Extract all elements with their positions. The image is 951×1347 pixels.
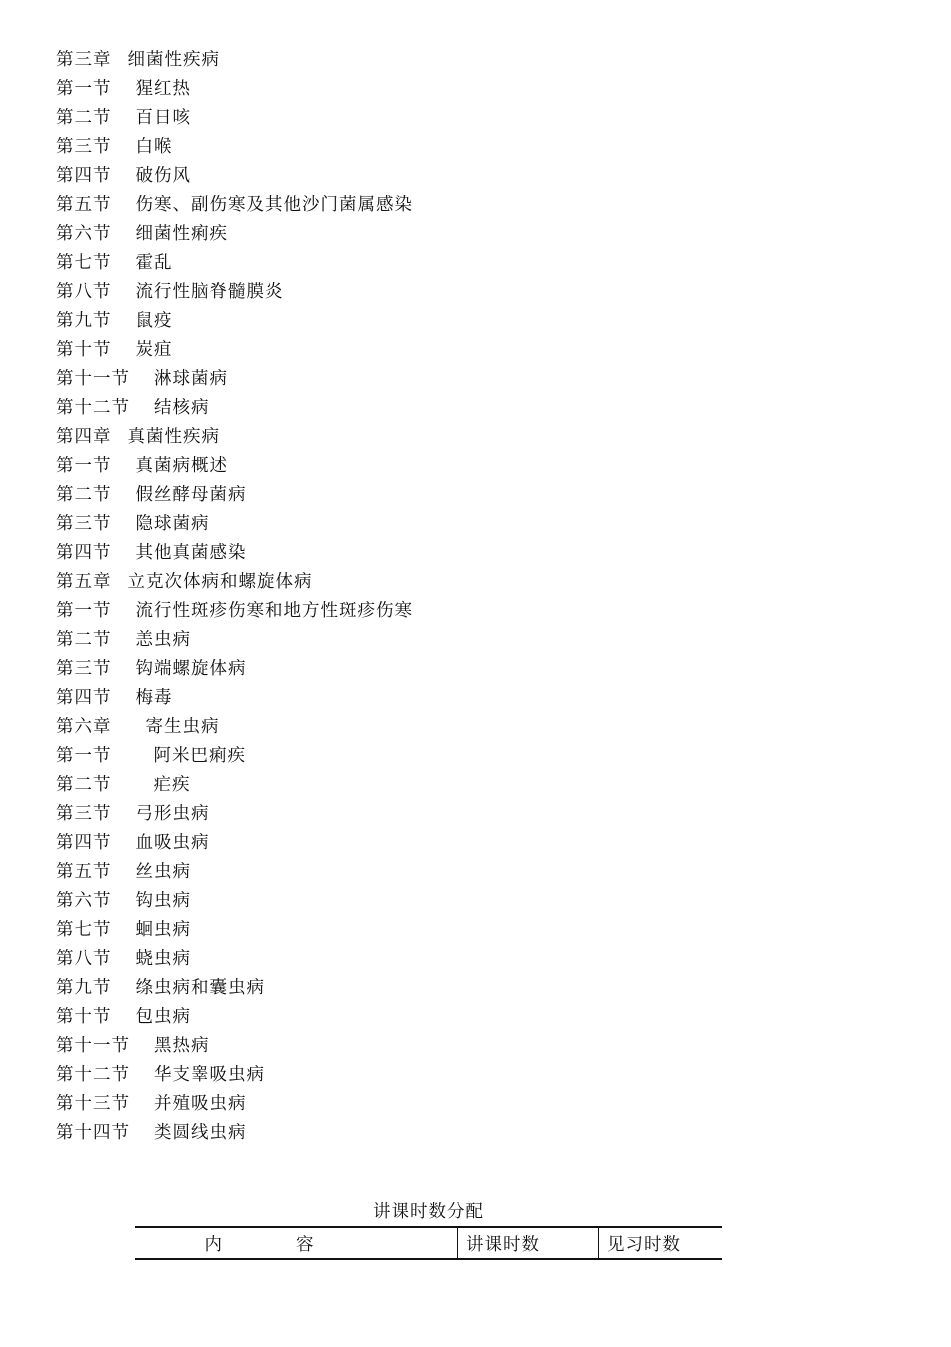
section-item [56,452,413,481]
item-number: 第二节 [56,630,112,650]
item-title: 流行性脑脊髓膜炎 [135,282,284,302]
item-title: 绦虫病和囊虫病 [135,978,265,998]
section-item [56,1119,413,1148]
item-title: 真菌病概述 [135,456,228,476]
table-header-row [135,1227,722,1259]
item-number: 第一节 [56,601,112,621]
item-number: 第五节 [56,195,112,215]
item-number: 第十二节 [56,1065,130,1085]
section-item [56,858,413,887]
section-item [56,133,413,162]
item-number: 第四节 [56,833,112,853]
section-item [56,684,413,713]
item-title: 鼠疫 [135,311,173,331]
item-number: 第十二节 [56,398,130,418]
section-item [56,191,413,220]
item-number: 第十四节 [56,1123,130,1143]
item-number: 第十三节 [56,1094,130,1114]
section-item [56,336,413,365]
item-title: 并殖吸虫病 [154,1094,247,1114]
item-title: 淋球菌病 [154,369,228,389]
item-title: 钩虫病 [135,891,191,911]
item-number: 第六章 [56,717,112,737]
item-title: 立克次体病和螺旋体病 [127,572,313,592]
item-title: 细菌性痢疾 [135,224,228,244]
item-number: 第三节 [56,137,112,157]
item-title: 结核病 [154,398,210,418]
section-item [56,771,413,800]
item-number: 第二节 [56,775,112,795]
section-item [56,742,413,771]
item-number: 第十一节 [56,1036,130,1056]
hours-allocation-table [135,1226,722,1260]
section-item [56,1090,413,1119]
item-number: 第十节 [56,1007,112,1027]
syllabus-outline [56,46,413,1148]
item-title: 百日咳 [135,108,191,128]
item-title: 蛲虫病 [135,949,191,969]
section-item [56,597,413,626]
section-item [56,1003,413,1032]
header-lecture-hours: 讲课时数 [458,1227,599,1259]
section-item [56,278,413,307]
section-item [56,510,413,539]
section-item [56,481,413,510]
item-number: 第一节 [56,746,112,766]
section-item [56,539,413,568]
item-title: 炭疽 [135,340,173,360]
section-item [56,75,413,104]
item-number: 第三节 [56,514,112,534]
item-title: 霍乱 [135,253,173,273]
section-item [56,1061,413,1090]
section-item [56,220,413,249]
item-number: 第四章 [56,427,112,447]
item-number: 第四节 [56,688,112,708]
item-title: 包虫病 [135,1007,191,1027]
item-number: 第四节 [56,166,112,186]
item-title: 白喉 [135,137,173,157]
section-item [56,887,413,916]
header-practice-hours: 见习时数 [599,1227,723,1259]
item-title: 疟疾 [153,775,191,795]
item-number: 第三节 [56,804,112,824]
section-item [56,974,413,1003]
section-item [56,162,413,191]
item-title: 破伤风 [135,166,191,186]
item-number: 第三节 [56,659,112,679]
item-title: 其他真菌感染 [135,543,247,563]
item-number: 第六节 [56,224,112,244]
item-number: 第二节 [56,108,112,128]
item-number: 第七节 [56,920,112,940]
item-number: 第十一节 [56,369,130,389]
item-title: 阿米巴痢疾 [153,746,246,766]
item-title: 弓形虫病 [135,804,210,824]
section-item [56,1032,413,1061]
item-title: 细菌性疾病 [127,50,220,70]
item-title: 梅毒 [135,688,173,708]
item-title: 隐球菌病 [135,514,210,534]
section-item [56,800,413,829]
item-title: 钩端螺旋体病 [135,659,247,679]
item-number: 第九节 [56,311,112,331]
item-number: 第二节 [56,485,112,505]
section-item [56,365,413,394]
item-title: 黑热病 [154,1036,210,1056]
item-number: 第十节 [56,340,112,360]
item-number: 第八节 [56,282,112,302]
chapter-heading [56,423,413,452]
item-title: 血吸虫病 [135,833,210,853]
chapter-heading [56,568,413,597]
item-number: 第一节 [56,79,112,99]
section-item [56,829,413,858]
section-item [56,945,413,974]
section-item [56,394,413,423]
item-number: 第八节 [56,949,112,969]
item-title: 假丝酵母菌病 [135,485,247,505]
section-item [56,249,413,278]
item-number: 第五章 [56,572,112,592]
item-title: 类圆线虫病 [154,1123,247,1143]
section-item [56,626,413,655]
header-content: 内容 [135,1227,458,1259]
chapter-heading [56,46,413,75]
item-number: 第一节 [56,456,112,476]
item-number: 第四节 [56,543,112,563]
item-title: 真菌性疾病 [127,427,220,447]
section-item [56,655,413,684]
item-number: 第七节 [56,253,112,273]
item-title: 恙虫病 [135,630,191,650]
item-number: 第五节 [56,862,112,882]
chapter-heading [56,713,413,742]
item-number: 第九节 [56,978,112,998]
item-title: 蛔虫病 [135,920,191,940]
item-title: 猩红热 [135,79,191,99]
item-title: 寄生虫病 [145,717,220,737]
item-title: 丝虫病 [135,862,191,882]
section-item [56,916,413,945]
table-caption: 讲课时数分配 [373,1202,484,1222]
item-title: 伤寒、副伤寒及其他沙门菌属感染 [135,195,413,215]
item-number: 第六节 [56,891,112,911]
item-title: 华支睾吸虫病 [154,1065,265,1085]
section-item [56,104,413,133]
item-number: 第三章 [56,50,112,70]
section-item [56,307,413,336]
item-title: 流行性斑疹伤寒和地方性斑疹伤寒 [135,601,413,621]
